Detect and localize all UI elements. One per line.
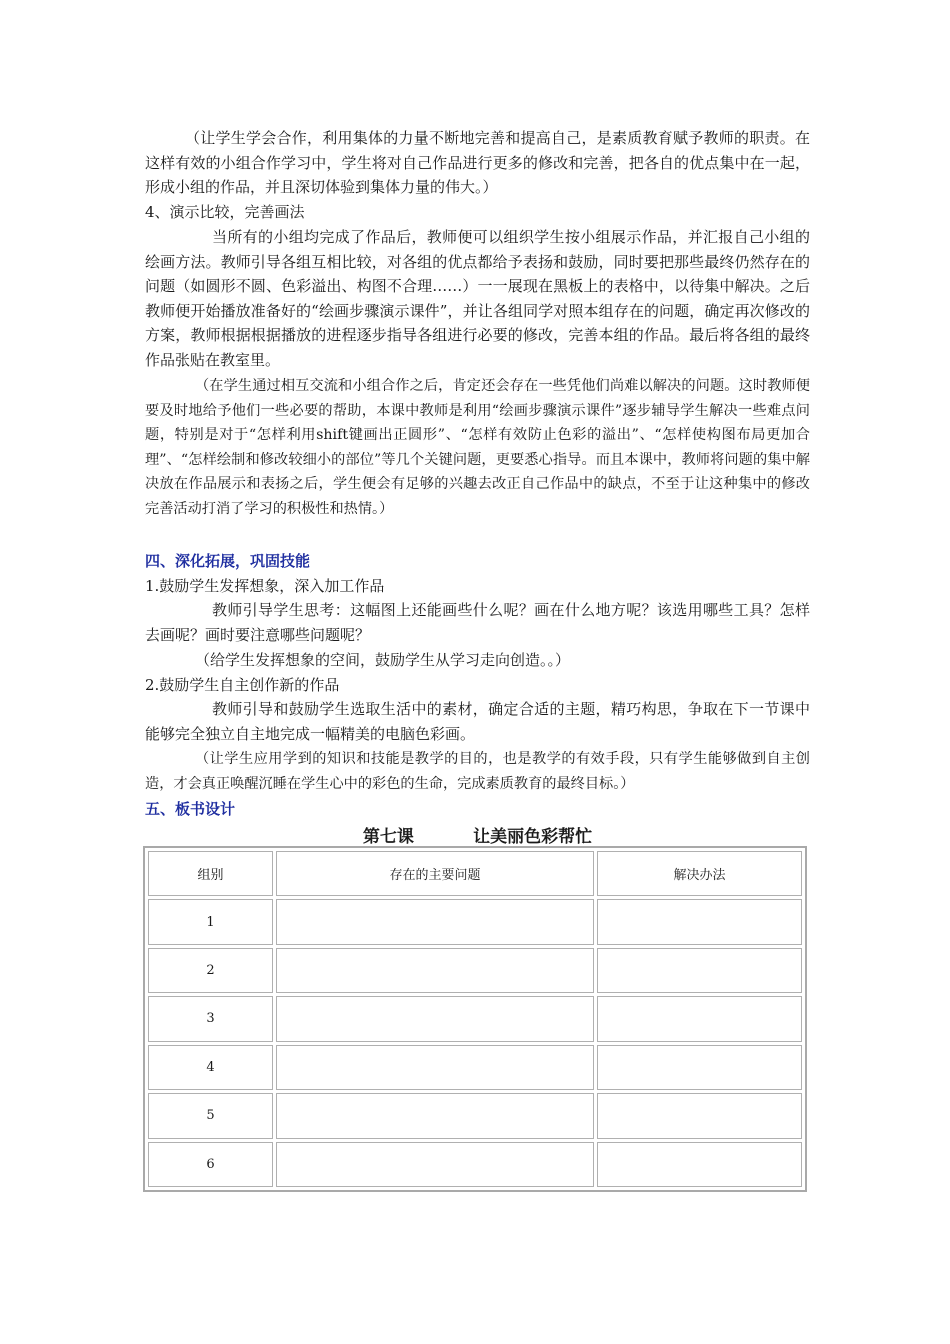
item-1-heading: 1.鼓励学生发挥想象，深入加工作品 bbox=[145, 577, 385, 595]
group-number: 4 bbox=[148, 1045, 273, 1090]
problem-cell bbox=[276, 996, 594, 1041]
solution-cell bbox=[597, 1142, 802, 1187]
header-group: 组别 bbox=[148, 851, 273, 896]
table-row bbox=[148, 1142, 802, 1187]
group-number: 3 bbox=[148, 996, 273, 1041]
paragraph-demo-note: （在学生通过相互交流和小组合作之后，肯定还会存在一些凭他们尚难以解决的问题。这时教师便要及时地给予他们一些必要的帮助，本课中教师是利用“绘画步骤演示课件”逐步辅导学生解决一些难点问题，特别是对于“怎样利用shift键画出正圆形”、“怎样有效防止色彩的溢出”、“怎样使构图布局更加合理”、“怎样绘制和修改较细小的部位”等几个关键问题，更要悉心指导。而且本课中，教师将问题的集中解决放在作品展示和表扬之后，学生便会有足够的兴趣去改正自己作品中的缺点，不至于让这种集中的修改完善活动打消了学习的积极性和热情。） bbox=[145, 378, 810, 517]
board-title: 第七课 让美丽色彩帮忙 bbox=[362, 827, 593, 847]
problem-cell bbox=[276, 948, 594, 993]
group-number: 1 bbox=[148, 899, 273, 944]
table-row bbox=[148, 1045, 802, 1090]
problem-cell bbox=[276, 1142, 594, 1187]
table-row bbox=[148, 899, 802, 944]
table-row bbox=[148, 1093, 802, 1138]
header-solution: 解决办法 bbox=[597, 851, 802, 896]
paragraph-imagination: 教师引导学生思考：这幅图上还能画些什么呢？画在什么地方呢？该选用哪些工具？怎样去画呢？画时要注意哪些问题呢？ bbox=[145, 601, 810, 644]
problem-cell bbox=[276, 1045, 594, 1090]
table-row bbox=[148, 948, 802, 993]
paragraph-cooperation-note: （让学生学会合作，利用集体的力量不断地完善和提高自己，是素质教育赋予教师的职责。在这样有效的小组合作学习中，学生将对自己作品进行更多的修改和完善，把各自的优点集中在一起，形成小组的作品，并且深切体验到集体力量的伟大。） bbox=[145, 129, 810, 197]
solution-cell bbox=[597, 996, 802, 1041]
table-header-row bbox=[148, 851, 802, 896]
item-2-heading: 2.鼓励学生自主创作新的作品 bbox=[145, 676, 340, 694]
section-4-heading: 四、深化拓展，巩固技能 bbox=[145, 552, 311, 570]
group-number: 5 bbox=[148, 1093, 273, 1138]
section-5-heading: 五、板书设计 bbox=[145, 800, 236, 818]
table-row bbox=[148, 996, 802, 1041]
paragraph-create-note: （让学生应用学到的知识和技能是教学的目的，也是教学的有效手段，只有学生能够做到自主创造，才会真正唤醒沉睡在学生心中的彩色的生命，完成素质教育的最终目标。） bbox=[145, 751, 810, 792]
solution-cell bbox=[597, 948, 802, 993]
problem-cell bbox=[276, 1093, 594, 1138]
group-number: 6 bbox=[148, 1142, 273, 1187]
board-table bbox=[143, 846, 807, 1192]
paragraph-demo-compare: 当所有的小组均完成了作品后，教师便可以组织学生按小组展示作品，并汇报自己小组的绘画方法。教师引导各组互相比较，对各组的优点都给予表扬和鼓励，同时要把那些最终仍然存在的问题（如圆形不圆、色彩溢出、构图不合理……）一一展现在黑板上的表格中，以待集中解决。之后教师便开始播放准备好的“绘画步骤演示课件”，并让各组同学对照本组存在的问题，确定再次修改的方案，教师根据根据播放的进程逐步指导各组进行必要的修改，完善本组的作品。最后将各组的最终作品张贴在教室里。 bbox=[145, 228, 810, 369]
solution-cell bbox=[597, 899, 802, 944]
step-4-heading: 4、演示比较，完善画法 bbox=[145, 203, 305, 221]
paragraph-create: 教师引导和鼓励学生选取生活中的素材，确定合适的主题，精巧构思，争取在下一节课中能够完全独立自主地完成一幅精美的电脑色彩画。 bbox=[145, 700, 810, 743]
header-problem: 存在的主要问题 bbox=[276, 851, 594, 896]
paragraph-imagination-note: （给学生发挥想象的空间，鼓励学生从学习走向创造。。） bbox=[195, 651, 571, 669]
problem-cell bbox=[276, 899, 594, 944]
solution-cell bbox=[597, 1093, 802, 1138]
group-number: 2 bbox=[148, 948, 273, 993]
solution-cell bbox=[597, 1045, 802, 1090]
